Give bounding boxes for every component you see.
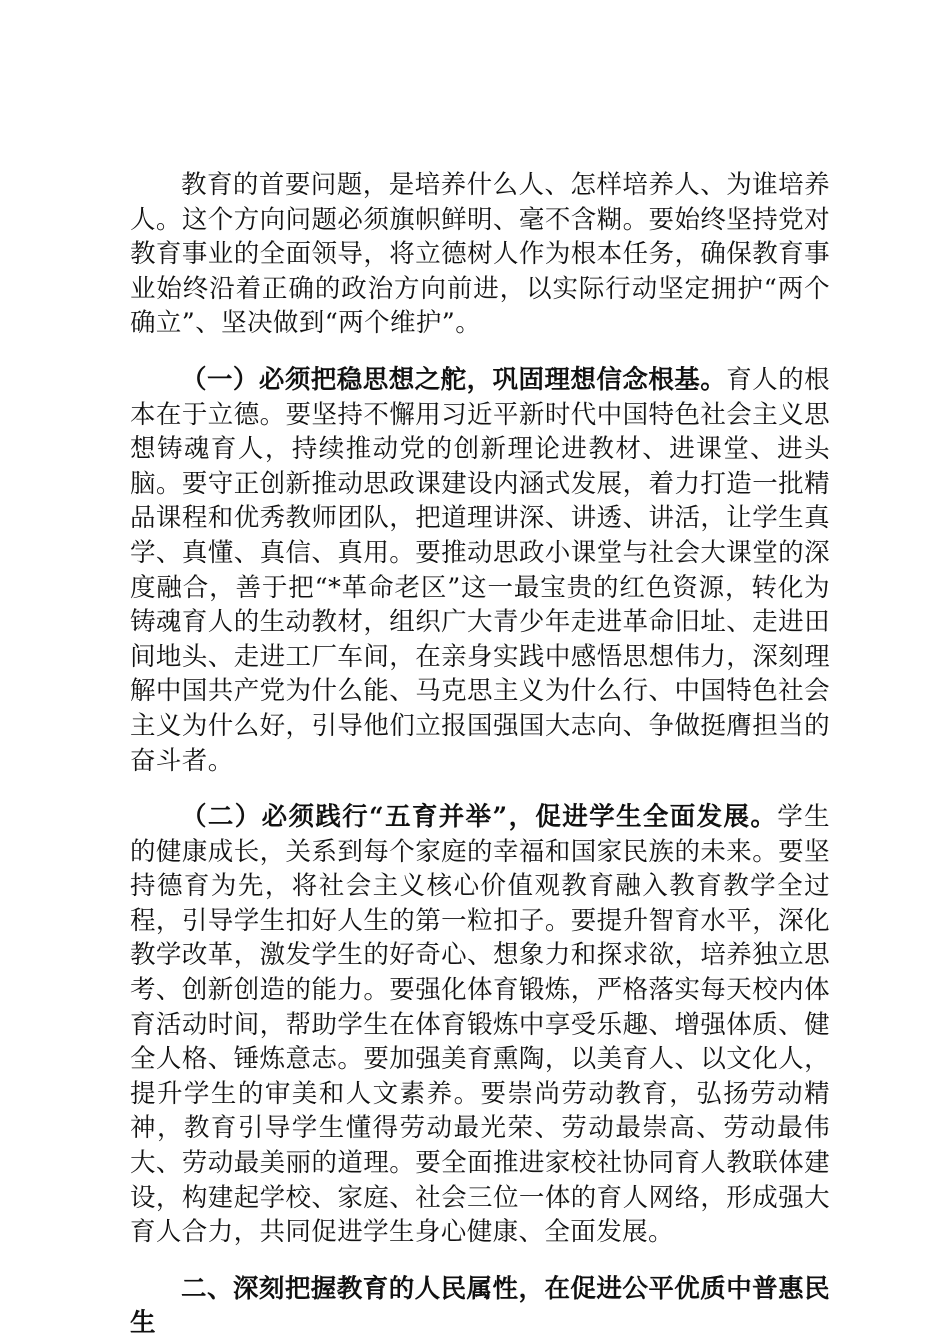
section-heading: 二、深刻把握教育的人民属性，在促进公平优质中普惠民生	[130, 1273, 830, 1339]
paragraph-intro-text: 教育的首要问题，是培养什么人、怎样培养人、为谁培养人。这个方向问题必须旗帜鲜明、毫不含糊。要始终坚持党对教育事业的全面领导，将立德树人作为根本任务，确保教育事业始终沿着正确的政治方向前进，以实际行动坚定拥护“两个确立”、坚决做到“两个维护”。	[130, 170, 830, 339]
paragraph-intro	[130, 168, 830, 341]
document-page	[130, 168, 830, 1341]
paragraph-section-2-heading: （二）必须践行“五育并举”，促进学生全面发展。	[181, 802, 778, 833]
paragraph-section-1	[130, 363, 830, 778]
paragraph-section-1-heading: （一）必须把稳思想之舵，巩固理想信念根基。	[181, 364, 727, 395]
paragraph-section-1-text: 育人的根本在于立德。要坚持不懈用习近平新时代中国特色社会主义思想铸魂育人，持续推动党的创新理论进教材、进课堂、进头脑。要守正创新推动思政课建设内涵式发展，着力打造一批精品课程和优秀教师团队，把道理讲深、讲透、讲活，让学生真学、真懂、真信、真用。要推动思政小课堂与社会大课堂的深度融合，善于把“*革命老区”这一最宝贵的红色资源，转化为铸魂育人的生动教材，组织广大青少年走进革命旧址、走进田间地头、走进工厂车间，在亲身实践中感悟思想伟力，深刻理解中国共产党为什么能、马克思主义为什么行、中国特色社会主义为什么好，引导他们立报国强国大志向、争做挺膺担当的奋斗者。	[130, 364, 830, 776]
paragraph-section-2-text: 学生的健康成长，关系到每个家庭的幸福和国家民族的未来。要坚持德育为先，将社会主义核心价值观教育融入教育教学全过程，引导学生扣好人生的第一粒扣子。要提升智育水平，深化教学改革，激发学生的好奇心、想象力和探求欲，培养独立思考、创新创造的能力。要强化体育锻炼，严格落实每天校内体育活动时间，帮助学生在体育锻炼中享受乐趣、增强体质、健全人格、锤炼意志。要加强美育熏陶，以美育人、以文化人，提升学生的审美和人文素养。要崇尚劳动教育，弘扬劳动精神，教育引导学生懂得劳动最光荣、劳动最崇高、劳动最伟大、劳动最美丽的道理。要全面推进家校社协同育人教联体建设，构建起学校、家庭、社会三位一体的育人网络，形成强大育人合力，共同促进学生身心健康、全面发展。	[130, 802, 830, 1248]
paragraph-section-2	[130, 800, 830, 1250]
